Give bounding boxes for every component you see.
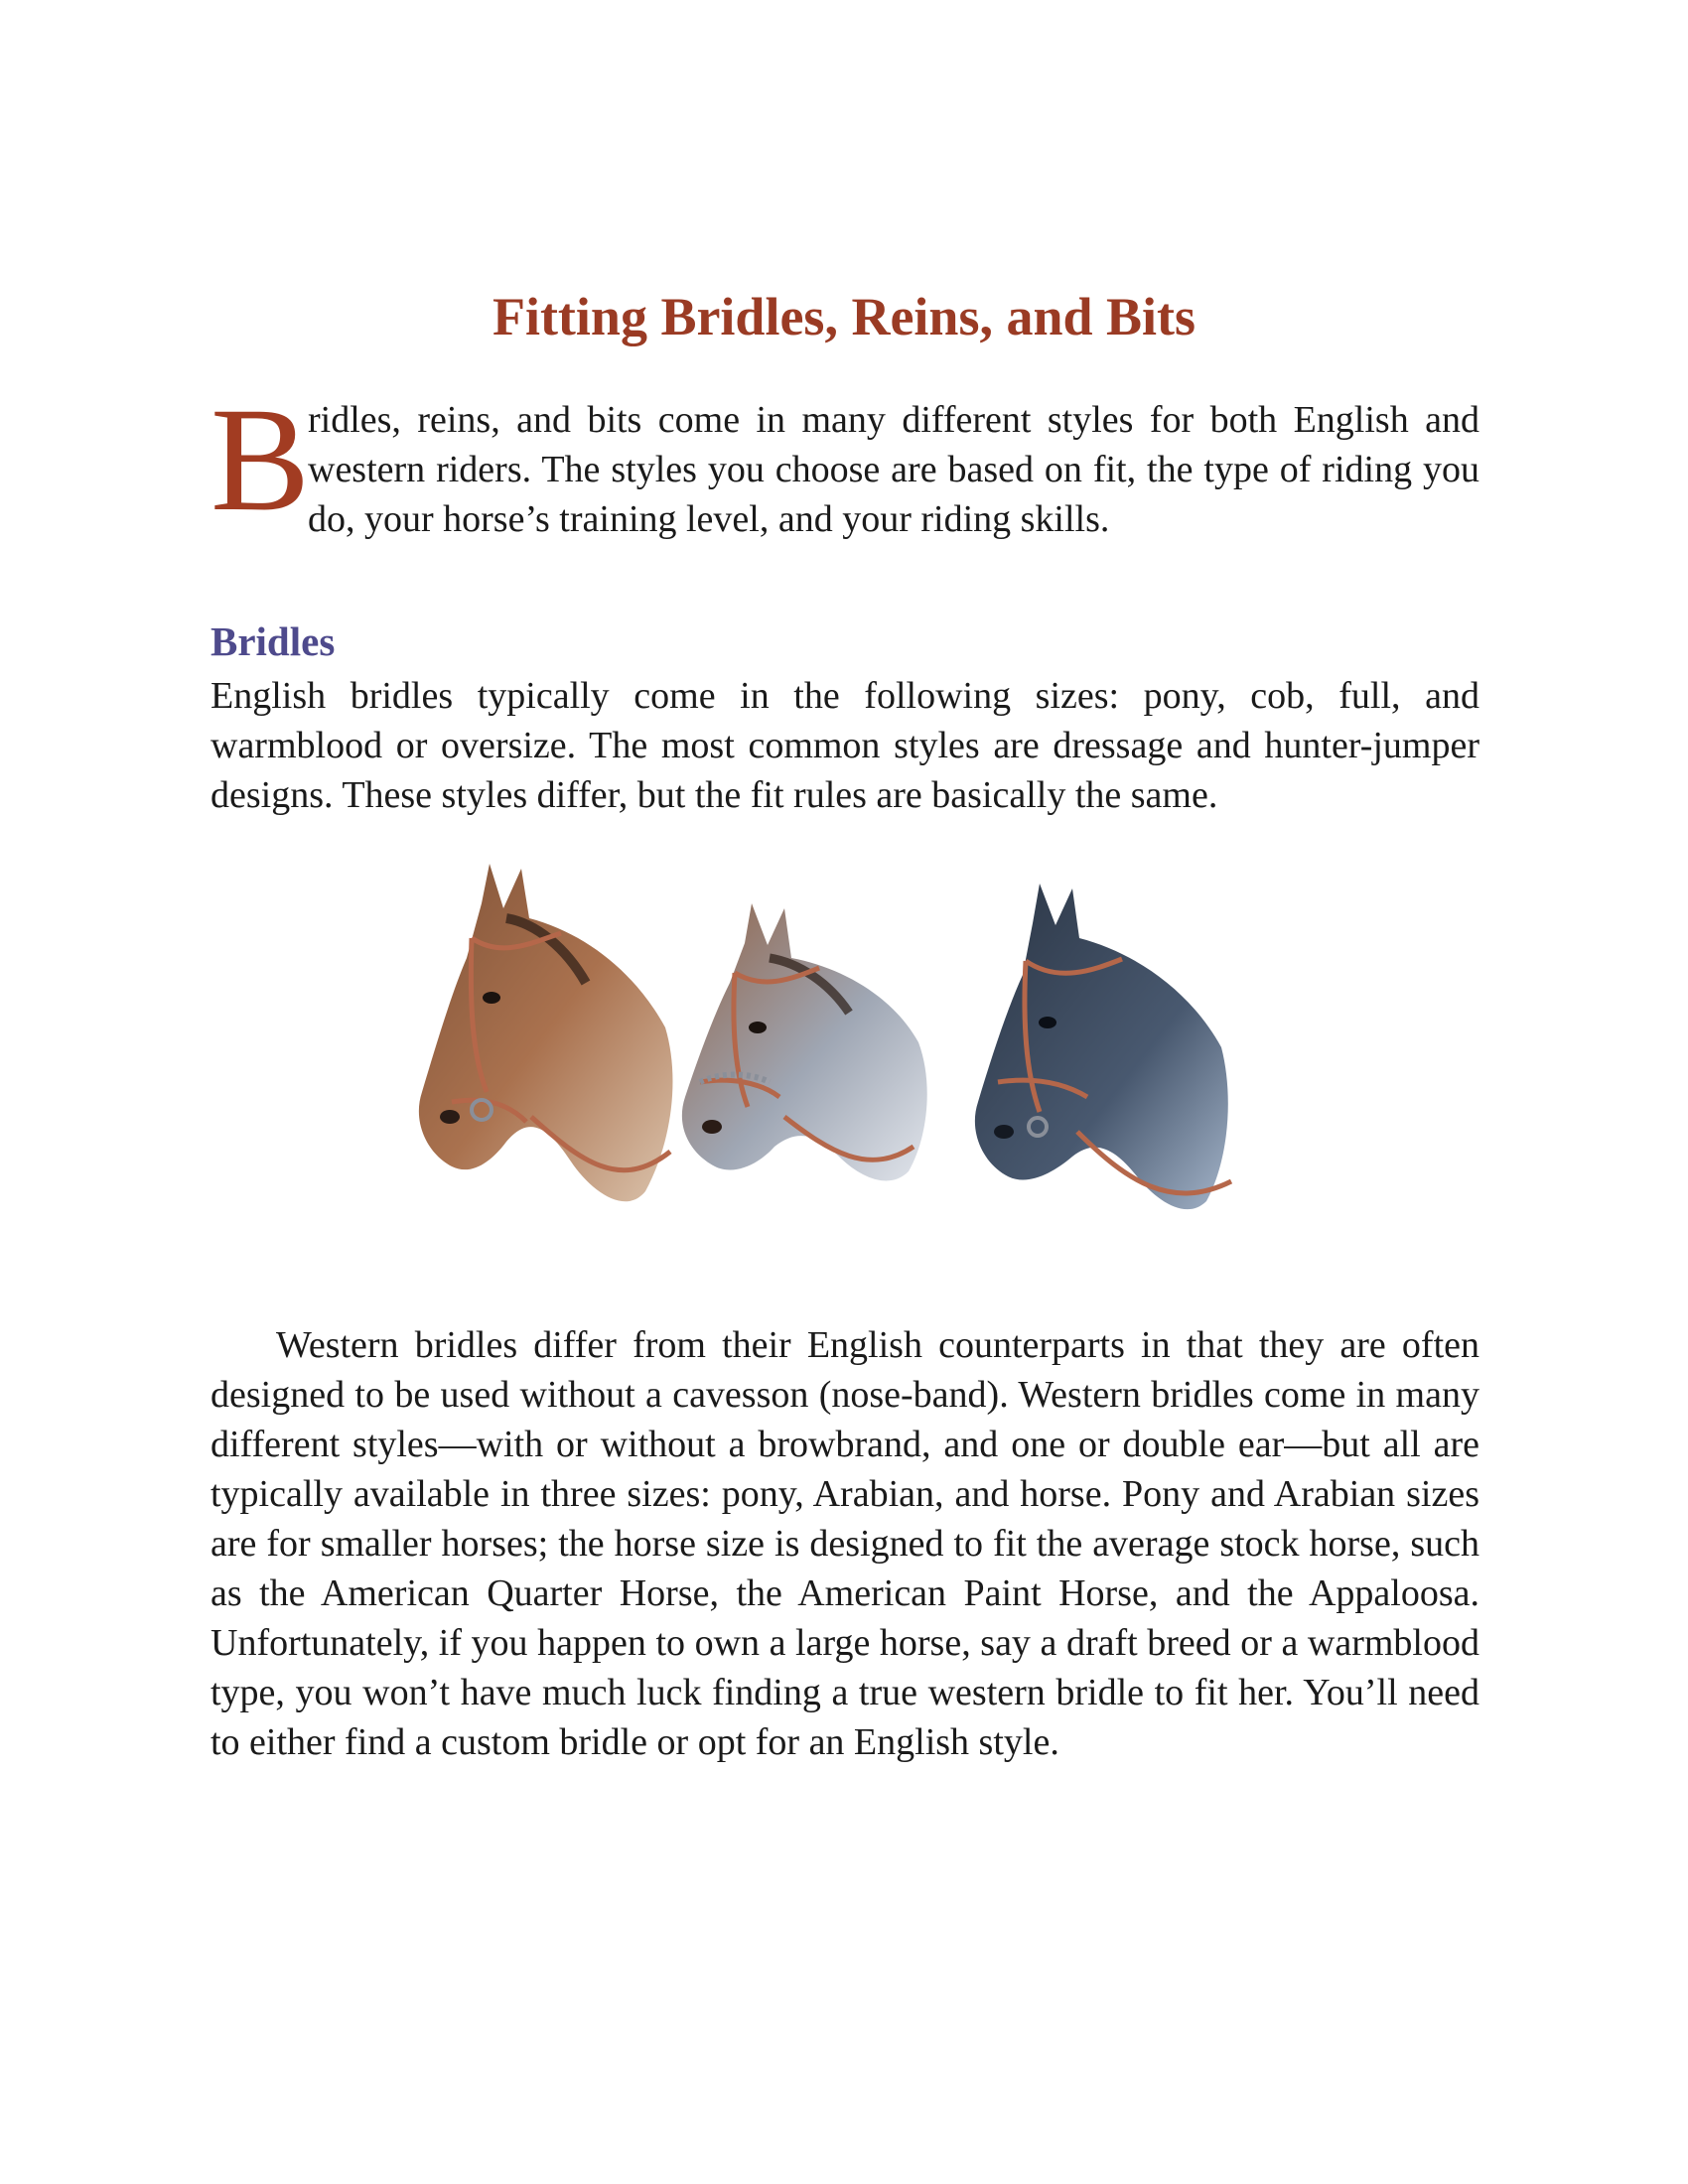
section-heading: Bridles [211, 618, 336, 664]
black-horse-head [975, 884, 1231, 1209]
intro-text: ridles, reins, and bits come in many different styles for both English and western riders. The styles you choose are based on fit, the type of riding you do, your horse’s training level, and your riding skills. [308, 399, 1479, 540]
western-bridles-paragraph: Western bridles differ from their English counterparts in that they are often designed to be used without a cavesson (nose-band). Western bridles come in many different styles—with or without a browbrand, and one or double ear—but all are typically available in three sizes: pony, Arabian, and horse. Pony and Arabian sizes are for smaller horses; the horse size is designed to fit the average stock horse, such as the American Quarter Horse, the American Paint Horse, and the Appaloosa. Unfortunately, if you happen to own a large horse, say a draft breed or a warmblood type, you won’t have much luck finding a true western bridle to fit her. You’ll need to either find a custom bridle or opt for an English style. [211, 1324, 1479, 1763]
english-bridles-paragraph: English bridles typically come in the following sizes: pony, cob, full, and warmblood or oversize. The most common styles are dressage and hunter-jumper designs. These styles differ, but the fit rules are basically the same. [211, 675, 1479, 816]
horse-heads-illustration [412, 864, 1286, 1281]
drop-cap: B [211, 377, 311, 542]
bay-horse-head [419, 864, 673, 1201]
grey-bay-horse-head [682, 903, 927, 1180]
page-title: Fitting Bridles, Reins, and Bits [492, 287, 1196, 346]
intro-paragraph [211, 377, 1479, 544]
